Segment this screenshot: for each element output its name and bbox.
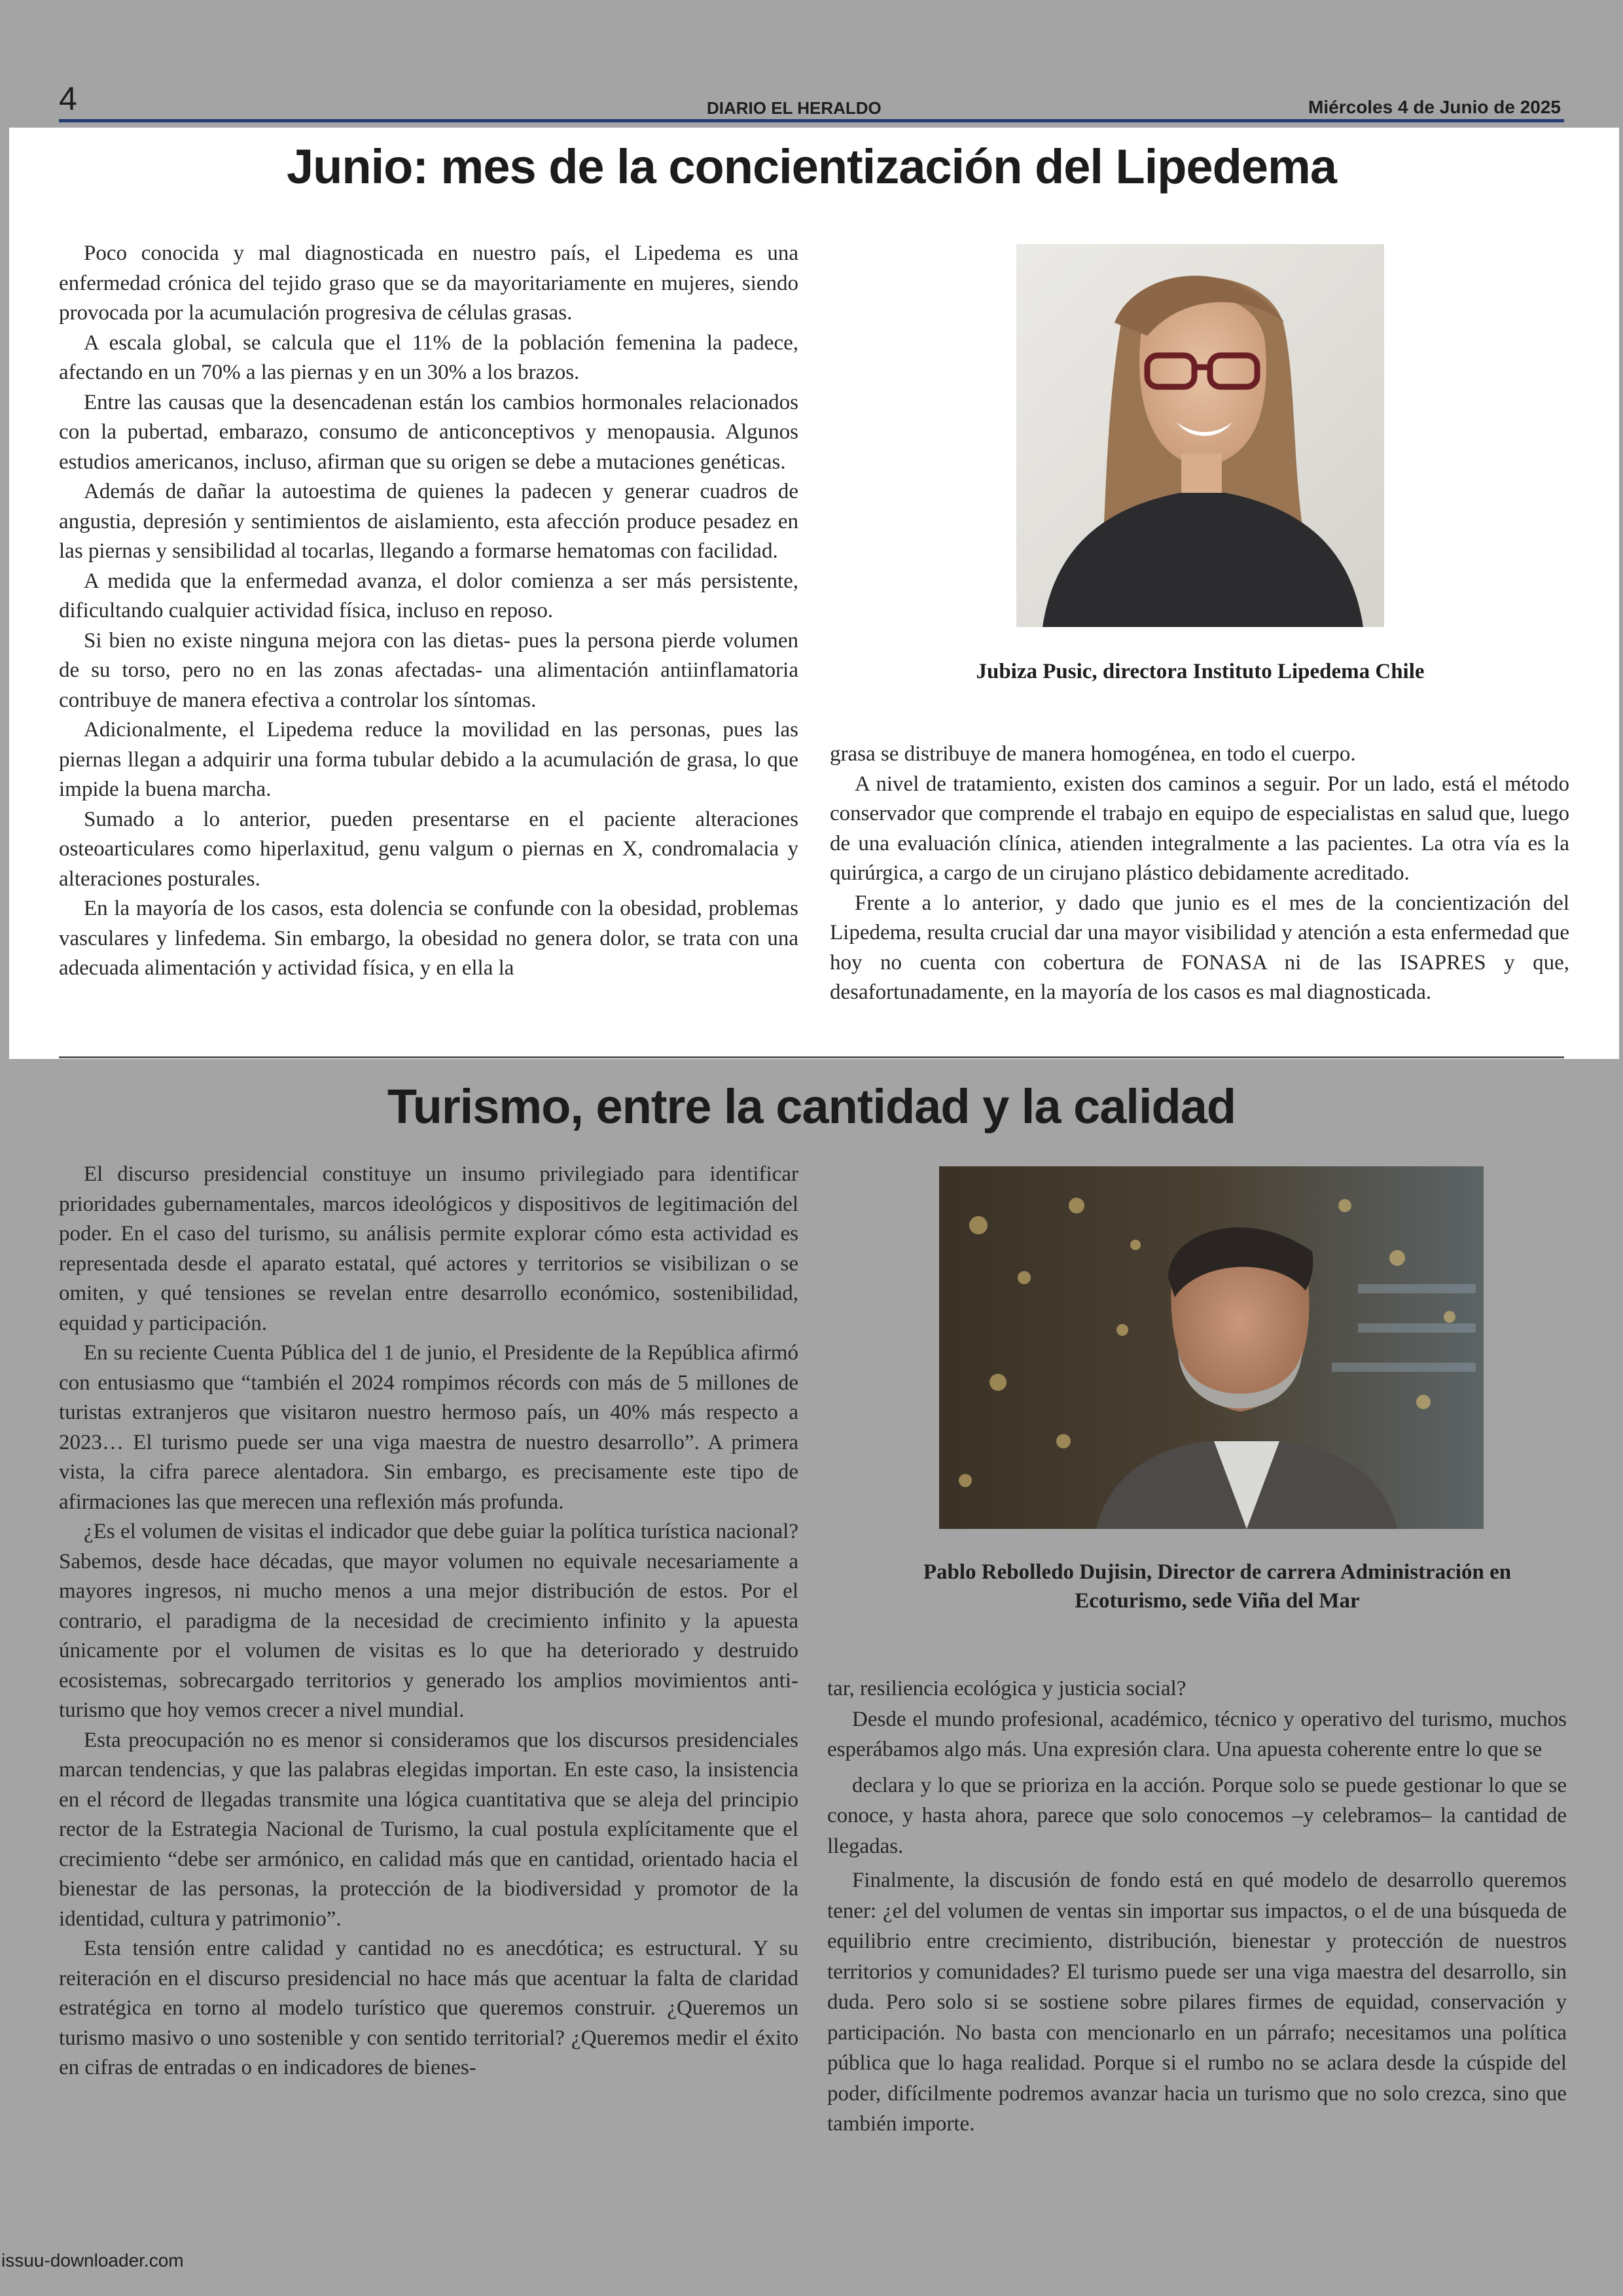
paragraph: A nivel de tratamiento, existen dos caminos a seguir. Por un lado, está el método conservador que comprende el trabajo en equipo de especialistas en salud que, luego de una evaluación clínica, atienden integralmente a las pacientes. La otra vía es la quirúrgica, a cargo de un cirujano plástico debidamente acreditado. [830,772,1569,885]
newspaper-name: DIARIO EL HERALDO [707,98,882,118]
paragraph: El discurso presidencial constituye un insumo privilegiado para identificar prioridades gubernamentales, marcos ideológicos y dispositivos de legitimación del poder. En el caso del turismo, su análisis permite explorar cómo esta actividad es representada desde el aparato estatal, qué actores y territorios se visibilizan o se omiten, y qué tensiones se revelan entre desarrollo económico, sostenibilidad, equidad y participación. [59,1162,798,1335]
paragraph-continuation: grasa se distribuye de manera homogénea, en todo el cuerpo. [830,742,1356,766]
paragraph: Sumado a lo anterior, pueden presentarse en el paciente alteraciones osteoarticulares como hiperlaxitud, genu valgum o piernas en X, condromalacia y alteraciones posturales. [59,807,798,891]
page-number: 4 [59,81,77,117]
paragraph: Entre las causas que la desencadenan están los cambios hormonales relacionados con la pubertad, embarazo, consumo de anticonceptivos y menopausia. Algunos estudios americanos, incluso, afirman que su origen se debe a mutaciones genéticas. [59,390,798,474]
paragraph: Desde el mundo profesional, académico, técnico y operativo del turismo, muchos esperábamos algo más. Una expresión clara. Una apuesta coherente entre lo que se [827,1707,1567,1761]
paragraph: Poco conocida y mal diagnosticada en nuestro país, el Lipedema es una enfermedad crónica del tejido graso que se da mayoritariamente en mujeres, siendo provocada por la acumulación progresiva de células grasas. [59,242,798,325]
paragraph: Frente a lo anterior, y dado que junio es el mes de la concientización del Lipedema, resulta crucial dar una mayor visibilidad y atención a esta enfermedad que hoy no cuenta con cobertura de FONASA ni de las ISAPRES y que, desafortunadamente, en la mayoría de los casos es mal diagnosticada. [830,891,1569,1004]
article-1-right-column [830,740,1569,1008]
paragraph: declara y lo que se prioriza en la acción. Porque solo se puede gestionar lo que se conoce, y hasta ahora, parece que solo conocemos –y celebramos– la cantidad de llegadas. [827,1773,1567,1858]
paragraph: Adicionalmente, el Lipedema reduce la movilidad en las personas, pues las piernas llegan a adquirir una forma tubular debido a la acumulación de grasa, lo que impide la buena marcha. [59,718,798,801]
article-2-title: Turismo, entre la cantidad y la calidad [387,1079,1236,1134]
article-2-portrait-photo [939,1166,1484,1529]
section-divider [59,1056,1564,1058]
paragraph: En su reciente Cuenta Pública del 1 de junio, el Presidente de la República afirmó con entusiasmo que “también el 2024 rompimos récords con más de 5 millones de turistas extranjeros que visitaron nuestro hermoso país, un 40% más respecto a 2023… El turismo puede ser una viga maestra de nuestro desarrollo”. A primera vista, la cifra parece alentadora. Sin embargo, es precisamente este tipo de afirmaciones las que merecen una reflexión más profunda. [59,1341,798,1514]
paragraph: Si bien no existe ninguna mejora con las dietas- pues la persona pierde volumen de su torso, pero no en las zonas afectadas- una alimentación antiinflamatoria contribuye de manera efectiva a controlar los síntomas. [59,628,798,712]
article-1-left-column [59,239,798,984]
paragraph: Además de dañar la autoestima de quienes la padecen y generar cuadros de angustia, depresión y sentimientos de aislamiento, esta afección produce pesadez en las piernas y sensibilidad al tocarlas, llegando a formarse hematomas con facilidad. [59,480,798,563]
article-1-photo-caption: Jubiza Pusic, directora Instituto Lipedema Chile [976,660,1425,683]
article-2-photo-caption: Pablo Rebolledo Dujisin, Director de carrera Administración en Ecoturismo, sede Viña del Mar [923,1560,1512,1613]
paragraph: Esta tensión entre calidad y cantidad no es anecdótica; es estructural. Y su reiteración en el discurso presidencial no hace más que acentuar la falta de claridad estratégica en torno al modelo turístico que queremos construir. ¿Queremos un turismo masivo o uno sostenible y con sentido territorial? ¿Queremos medir el éxito en cifras de entradas o en indicadores de bienes- [59,1937,798,2079]
issue-date: Miércoles 4 de Junio de 2025 [1308,97,1561,117]
paragraph: Finalmente, la discusión de fondo está en qué modelo de desarrollo queremos tener: ¿el del volumen de ventas sin importar sus impactos, o el de una búsqueda de equilibrio entre crecimiento, distribución, bienestar y protección de nuestros territorios y comunidades? El turismo puede ser una viga maestra del desarrollo, sin duda. Pero solo si se sostiene sobre pilares firmes de equidad, conservación y participación. No basta con mencionarlo en un párrafo; necesitamos una política pública que lo haga realidad. Porque si el rumbo no se aclara desde la cúspide del poder, difícilmente podremos avanzar hacia un turismo que no solo crezca, sino que también importe. [827,1869,1567,2136]
article-1-title: Junio: mes de la concientización del Lipedema [287,139,1336,194]
paragraph: A medida que la enfermedad avanza, el dolor comienza a ser más persistente, dificultando cualquier actividad física, incluso en reposo. [59,569,798,622]
article-2-right-column [827,1674,1567,2140]
watermark-text: issuu-downloader.com [1,2250,184,2270]
paragraph: A escala global, se calcula que el 11% de la población femenina la padece, afectando en un 70% a las piernas y en un 30% a los brazos. [59,331,798,384]
article-1-portrait-photo [1016,244,1384,627]
paragraph: En la mayoría de los casos, esta dolencia se confunde con la obesidad, problemas vasculares y linfedema. Sin embargo, la obesidad no genera dolor, se trata con una adecuada alimentación y actividad física, y en ella la [59,897,798,980]
paragraph: ¿Es el volumen de visitas el indicador que debe guiar la política turística nacional? Sabemos, desde hace décadas, que mayor volumen no equivale necesariamente a mayores ingresos, ni mucho menos a una mejor distribución de estos. Por el contrario, el paradigma de la necesidad de crecimiento infinito y la apuesta únicamente por el volumen de visitas es lo que ha deteriorado y destruido ecosistemas, sobrecargado territorios y generado los amplios movimientos anti-turismo que hoy vemos crecer a nivel mundial. [59,1520,798,1722]
paragraph: Esta preocupación no es menor si consideramos que los discursos presidenciales marcan tendencias, y que las palabras elegidas importan. En este caso, la insistencia en el récord de llegadas transmite una lógica cuantitativa que se aleja del principio rector de la Estrategia Nacional de Turismo, la cual postula explícitamente que el crecimiento “debe ser armónico, en calidad más que en cantidad, orientado hacia el bienestar de las personas, la protección de la biodiversidad y promotor de la identidad, cultura y patrimonio”. [59,1728,798,1931]
header-rule [59,119,1564,122]
article-2-left-column [59,1160,798,2083]
paragraph-continuation: tar, resiliencia ecológica y justicia social? [827,1677,1186,1700]
